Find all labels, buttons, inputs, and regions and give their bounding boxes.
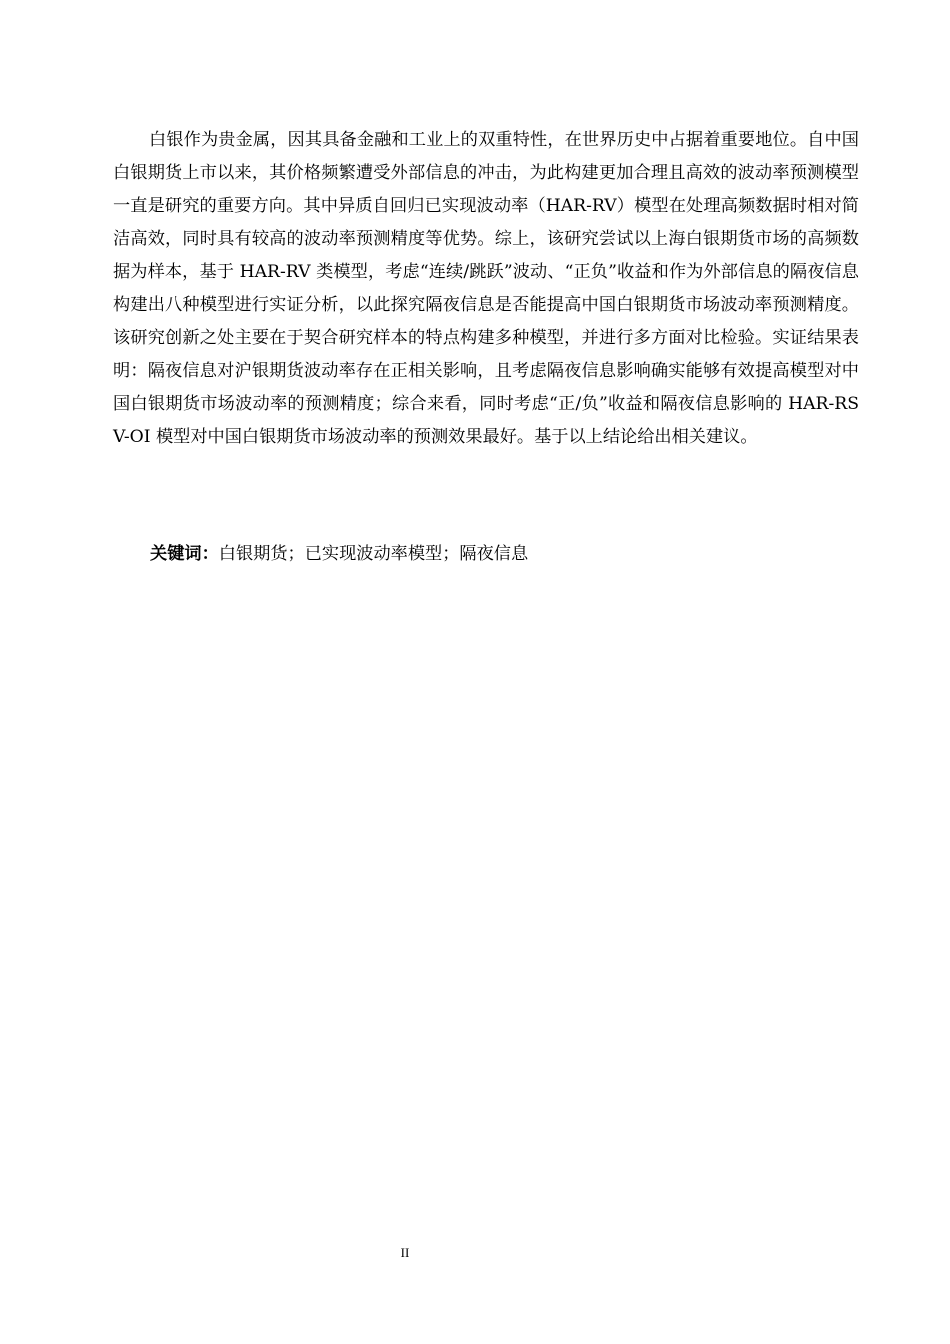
- keywords-line: [150, 538, 528, 571]
- keywords-label: 关键词：: [150, 544, 219, 564]
- keywords-value: 白银期货；已实现波动率模型；隔夜信息: [218, 544, 529, 564]
- abstract-paragraph: 白银作为贵金属，因其具备金融和工业上的双重特性，在世界历史中占据着重要地位。自中国白银期货上市以来，其价格频繁遭受外部信息的冲击，为此构建更加合理且高效的波动率预测模型一直是研究的重要方向。其中异质自回归已实现波动率（HAR-RV）模型在处理高频数据时相对简洁高效，同时具有较高的波动率预测精度等优势。综上，该研究尝试以上海白银期货市场的高频数据为样本，基于 HAR-RV 类模型，考虑“连续/跳跃”波动、“正负”收益和作为外部信息的隔夜信息构建出八种模型进行实证分析，以此探究隔夜信息是否能提高中国白银期货市场波动率预测精度。该研究创新之处主要在于契合研究样本的特点构建多种模型，并进行多方面对比检验。实证结果表明：隔夜信息对沪银期货波动率存在正相关影响，且考虑隔夜信息影响确实能够有效提高模型对中国白银期货市场波动率的预测精度；综合来看，同时考虑“正/负”收益和隔夜信息影响的 HAR-RSV-OI 模型对中国白银期货市场波动率的预测效果最好。基于以上结论给出相关建议。: [113, 130, 859, 447]
- page-number: II: [400, 1245, 410, 1260]
